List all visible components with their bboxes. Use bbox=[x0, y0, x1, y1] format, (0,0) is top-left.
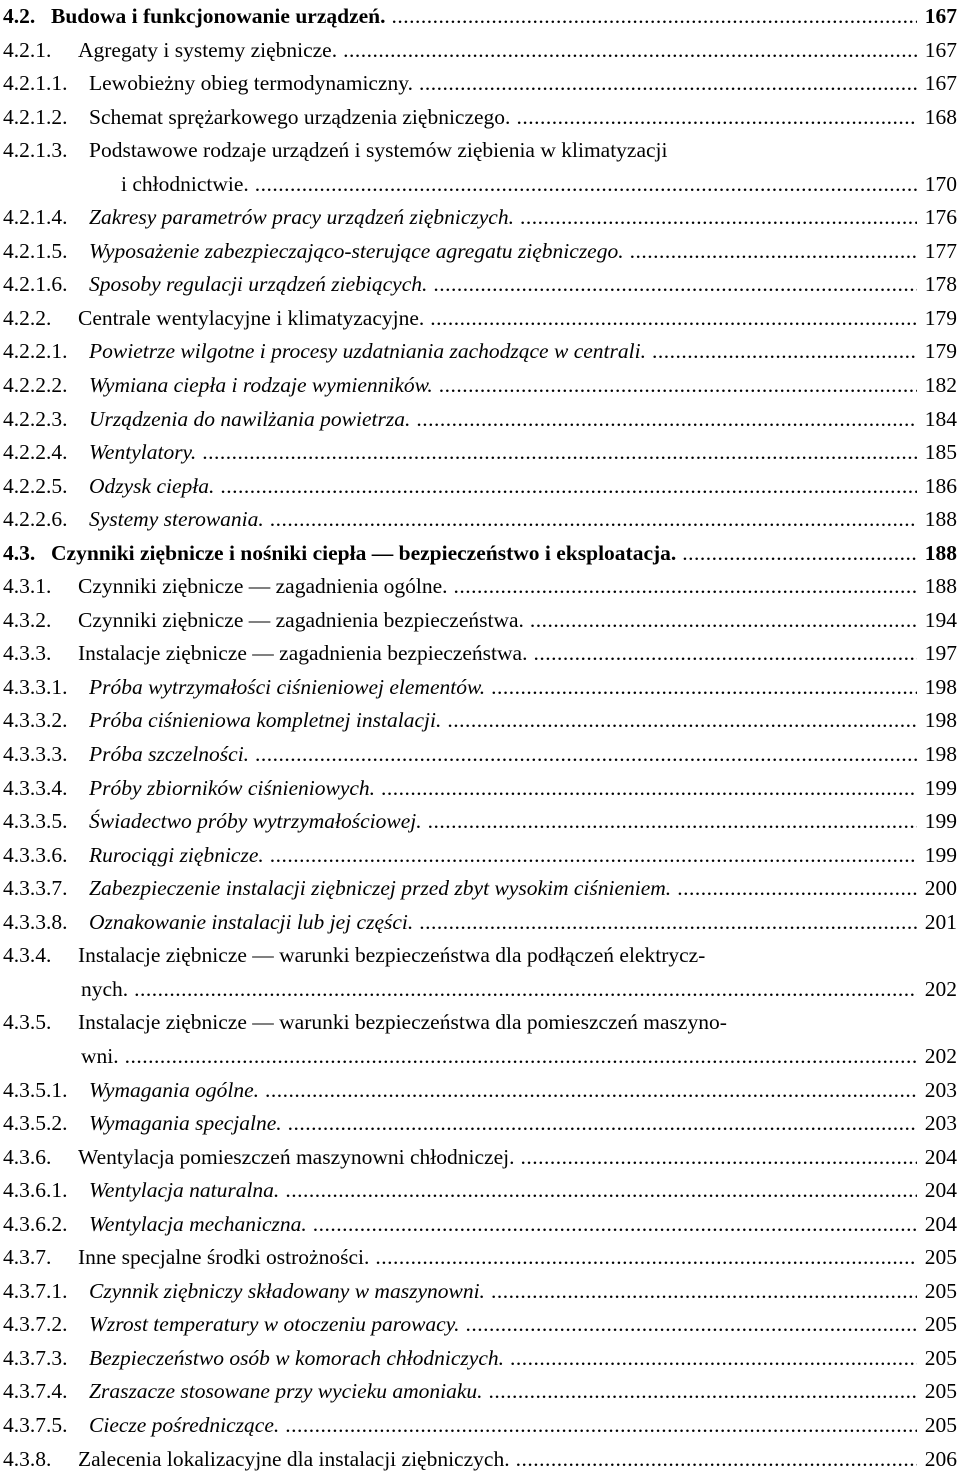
dot-leader bbox=[381, 772, 917, 806]
toc-entry-number: 4.3.3.7. bbox=[3, 876, 68, 901]
toc-entry-number: 4.2.2.2. bbox=[3, 373, 68, 398]
toc-entry-title: Zakresy parametrów pracy urządzeń ziębniczych. bbox=[89, 205, 514, 230]
toc-entry-number: 4.3.3.1. bbox=[3, 674, 68, 699]
toc-entry-page-number: 205 bbox=[924, 1379, 957, 1404]
toc-entry-title: Ciecze pośredniczące. bbox=[89, 1412, 280, 1437]
toc-entry-title: Instalacje ziębnicze — warunki bezpieczeństwa dla pomieszczeń maszyno- bbox=[78, 1010, 727, 1035]
toc-entry[interactable] bbox=[3, 1107, 957, 1141]
toc-entry-title: Powietrze wilgotne i procesy uzdatniania zachodzące w centrali. bbox=[89, 339, 646, 364]
dot-leader bbox=[265, 1074, 917, 1108]
dot-leader bbox=[630, 235, 917, 269]
toc-entry[interactable] bbox=[3, 134, 957, 168]
toc-entry-page-number: 205 bbox=[924, 1345, 957, 1370]
toc-entry[interactable] bbox=[3, 1342, 957, 1376]
toc-entry-title: Inne specjalne środki ostrożności. bbox=[78, 1245, 370, 1270]
toc-entry-number: 4.3.3. bbox=[3, 641, 52, 666]
toc-entry-title: i chłodnictwie. bbox=[121, 171, 249, 196]
toc-entry-number: 4.3. bbox=[3, 540, 36, 565]
toc-entry-title: Odzysk ciepła. bbox=[89, 473, 215, 498]
toc-entry[interactable] bbox=[3, 470, 957, 504]
toc-entry-number: 4.3.7.5. bbox=[3, 1412, 68, 1437]
toc-entry-number: 4.3.8. bbox=[3, 1446, 52, 1471]
toc-entry-title: Czynniki ziębnicze — zagadnienia ogólne. bbox=[78, 574, 448, 599]
toc-entry[interactable] bbox=[3, 704, 957, 738]
dot-leader bbox=[652, 335, 917, 369]
toc-entry-number: 4.3.5.2. bbox=[3, 1111, 68, 1136]
toc-entry-page-number: 167 bbox=[924, 4, 957, 28]
toc-entry-number: 4.2.2. bbox=[3, 305, 52, 330]
dot-leader bbox=[202, 436, 917, 470]
toc-entry-title: Wymagania ogólne. bbox=[89, 1077, 259, 1102]
toc-entry-page-number: 182 bbox=[924, 373, 957, 398]
toc-entry-page-number: 167 bbox=[924, 37, 957, 62]
toc-entry[interactable] bbox=[3, 1040, 957, 1074]
dot-leader bbox=[510, 1342, 917, 1376]
toc-entry-page-number: 205 bbox=[924, 1278, 957, 1303]
toc-entry-page-number: 204 bbox=[924, 1144, 957, 1169]
toc-entry-number: 4.2.2.1. bbox=[3, 339, 68, 364]
toc-entry-page-number: 205 bbox=[924, 1245, 957, 1270]
toc-entry-page-number: 188 bbox=[924, 540, 957, 565]
toc-entry[interactable] bbox=[3, 1006, 957, 1040]
toc-entry-number: 4.3.7.4. bbox=[3, 1379, 68, 1404]
dot-leader bbox=[285, 1174, 917, 1208]
dot-leader bbox=[447, 704, 917, 738]
toc-entry-title: Zalecenia lokalizacyjne dla instalacji ziębniczych. bbox=[78, 1446, 510, 1471]
toc-entry-page-number: 167 bbox=[924, 71, 957, 96]
toc-entry-number: 4.3.6. bbox=[3, 1144, 52, 1169]
toc-entry-number: 4.2.1.5. bbox=[3, 238, 68, 263]
toc-entry-page-number: 188 bbox=[924, 574, 957, 599]
toc-entry[interactable] bbox=[3, 906, 957, 940]
toc-entry[interactable] bbox=[3, 302, 957, 336]
toc-entry-page-number: 202 bbox=[924, 1043, 957, 1068]
dot-leader bbox=[430, 302, 917, 336]
toc-entry-page-number: 194 bbox=[924, 607, 957, 632]
toc-entry-title: Zabezpieczenie instalacji ziębniczej przed zbyt wysokim ciśnieniem. bbox=[89, 876, 672, 901]
toc-entry-number: 4.2.1.2. bbox=[3, 104, 68, 129]
toc-entry[interactable] bbox=[3, 0, 957, 34]
toc-entry-page-number: 203 bbox=[924, 1111, 957, 1136]
toc-entry[interactable] bbox=[3, 168, 957, 202]
toc-entry-number: 4.3.7. bbox=[3, 1245, 52, 1270]
dot-leader bbox=[677, 872, 917, 906]
toc-entry-page-number: 176 bbox=[924, 205, 957, 230]
dot-leader bbox=[419, 906, 917, 940]
toc-entry[interactable] bbox=[3, 34, 957, 68]
toc-entry[interactable] bbox=[3, 1375, 957, 1409]
toc-entry-page-number: 200 bbox=[924, 876, 957, 901]
toc-entry-title: Zraszacze stosowane przy wycieku amoniaku. bbox=[89, 1379, 483, 1404]
toc-entry[interactable] bbox=[3, 1275, 957, 1309]
toc-entry-title: Urządzenia do nawilżania powietrza. bbox=[89, 406, 411, 431]
toc-entry-page-number: 178 bbox=[924, 272, 957, 297]
toc-entry-title: Podstawowe rodzaje urządzeń i systemów ziębienia w klimatyzacji bbox=[89, 138, 668, 163]
dot-leader bbox=[520, 201, 917, 235]
dot-leader bbox=[375, 1241, 917, 1275]
toc-entry-title: wni. bbox=[81, 1043, 119, 1068]
toc-entry[interactable] bbox=[3, 1241, 957, 1275]
dot-leader bbox=[465, 1308, 917, 1342]
toc-entry-title: Sposoby regulacji urządzeń ziebiących. bbox=[89, 272, 428, 297]
dot-leader bbox=[454, 570, 917, 604]
toc-entry-title: Wentylatory. bbox=[89, 440, 197, 465]
toc-entry-title: Instalacje ziębnicze — warunki bezpieczeństwa dla podłączeń elektrycz- bbox=[78, 943, 706, 968]
toc-entry-number: 4.2.2.3. bbox=[3, 406, 68, 431]
toc-entry[interactable] bbox=[3, 738, 957, 772]
toc-entry-title: Rurociągi ziębnicze. bbox=[89, 842, 264, 867]
toc-entry-number: 4.3.3.3. bbox=[3, 742, 68, 767]
dot-leader bbox=[433, 268, 917, 302]
toc-entry[interactable] bbox=[3, 537, 957, 571]
toc-entry-title: Czynniki ziębnicze i nośniki ciepła — bezpieczeństwo i eksploatacja. bbox=[51, 540, 677, 565]
toc-entry-page-number: 179 bbox=[924, 339, 957, 364]
toc-entry-title: Próba ciśnieniowa kompletnej instalacji. bbox=[89, 708, 442, 733]
toc-entry-page-number: 199 bbox=[924, 842, 957, 867]
toc-entry[interactable] bbox=[3, 101, 957, 135]
toc-entry[interactable] bbox=[3, 335, 957, 369]
toc-entry[interactable] bbox=[3, 570, 957, 604]
toc-entry-number: 4.3.7.3. bbox=[3, 1345, 68, 1370]
toc-entry-page-number: 198 bbox=[924, 674, 957, 699]
toc-entry[interactable] bbox=[3, 403, 957, 437]
toc-entry[interactable] bbox=[3, 1409, 957, 1443]
toc-entry-page-number: 203 bbox=[924, 1077, 957, 1102]
toc-entry-page-number: 197 bbox=[924, 641, 957, 666]
toc-entry[interactable] bbox=[3, 671, 957, 705]
toc-entry-title: Wyposażenie zabezpieczająco-sterujące agregatu ziębniczego. bbox=[89, 238, 624, 263]
toc-entry-title: Wentylacja mechaniczna. bbox=[89, 1211, 307, 1236]
toc-entry-number: 4.3.5. bbox=[3, 1010, 52, 1035]
toc-entry-page-number: 198 bbox=[924, 742, 957, 767]
toc-entry-number: 4.2.1.4. bbox=[3, 205, 68, 230]
dot-leader bbox=[682, 537, 917, 571]
toc-entry-page-number: 188 bbox=[924, 507, 957, 532]
toc-entry-title: Wzrost temperatury w otoczeniu parowacy. bbox=[89, 1312, 460, 1337]
dot-leader bbox=[125, 1040, 917, 1074]
toc-entry-number: 4.2.1. bbox=[3, 37, 52, 62]
toc-entry[interactable] bbox=[3, 772, 957, 806]
toc-entry-title: Schemat sprężarkowego urządzenia ziębniczego. bbox=[89, 104, 511, 129]
toc-entry[interactable] bbox=[3, 201, 957, 235]
toc-entry-number: 4.3.3.4. bbox=[3, 775, 68, 800]
toc-entry[interactable] bbox=[3, 872, 957, 906]
dot-leader bbox=[220, 470, 917, 504]
table-of-contents bbox=[3, 0, 957, 1476]
dot-leader bbox=[270, 839, 917, 873]
dot-leader bbox=[428, 805, 917, 839]
toc-entry-title: Lewobieżny obieg termodynamiczny. bbox=[89, 71, 413, 96]
toc-entry-title: Oznakowanie instalacji lub jej części. bbox=[89, 909, 414, 934]
toc-entry-title: Budowa i funkcjonowanie urządzeń. bbox=[51, 4, 386, 28]
toc-entry-number: 4.3.1. bbox=[3, 574, 52, 599]
toc-entry-number: 4.2.1.1. bbox=[3, 71, 68, 96]
toc-entry[interactable] bbox=[3, 1208, 957, 1242]
toc-entry-page-number: 170 bbox=[924, 171, 957, 196]
toc-entry[interactable] bbox=[3, 637, 957, 671]
toc-entry-page-number: 177 bbox=[924, 238, 957, 263]
toc-entry-number: 4.2. bbox=[3, 4, 36, 28]
dot-leader bbox=[288, 1107, 917, 1141]
toc-entry-number: 4.3.2. bbox=[3, 607, 52, 632]
toc-entry-number: 4.3.7.1. bbox=[3, 1278, 68, 1303]
toc-entry-page-number: 168 bbox=[924, 104, 957, 129]
dot-leader bbox=[313, 1208, 917, 1242]
toc-entry-title: Centrale wentylacyjne i klimatyzacyjne. bbox=[78, 305, 425, 330]
toc-entry-title: Próba wytrzymałości ciśnieniowej elementów. bbox=[89, 674, 486, 699]
dot-leader bbox=[255, 168, 917, 202]
dot-leader bbox=[491, 671, 917, 705]
toc-entry-page-number: 198 bbox=[924, 708, 957, 733]
dot-leader bbox=[439, 369, 917, 403]
toc-entry-number: 4.3.5.1. bbox=[3, 1077, 68, 1102]
toc-entry-number: 4.3.6.2. bbox=[3, 1211, 68, 1236]
dot-leader bbox=[255, 738, 917, 772]
toc-entry-number: 4.2.1.3. bbox=[3, 138, 68, 163]
toc-entry-page-number: 205 bbox=[924, 1312, 957, 1337]
toc-entry-title: Wentylacja pomieszczeń maszynowni chłodniczej. bbox=[78, 1144, 515, 1169]
toc-entry-page-number: 185 bbox=[924, 440, 957, 465]
toc-entry[interactable] bbox=[3, 1308, 957, 1342]
dot-leader bbox=[533, 637, 917, 671]
toc-entry-number: 4.2.1.6. bbox=[3, 272, 68, 297]
toc-entry-title: Próba szczelności. bbox=[89, 742, 250, 767]
toc-entry-number: 4.2.2.6. bbox=[3, 507, 68, 532]
toc-entry-page-number: 184 bbox=[924, 406, 957, 431]
toc-entry-title: nych. bbox=[81, 976, 129, 1001]
toc-entry-page-number: 199 bbox=[924, 809, 957, 834]
toc-entry-page-number: 202 bbox=[924, 976, 957, 1001]
dot-leader bbox=[285, 1409, 917, 1443]
toc-entry-page-number: 179 bbox=[924, 305, 957, 330]
toc-entry[interactable] bbox=[3, 235, 957, 269]
toc-entry-number: 4.2.2.4. bbox=[3, 440, 68, 465]
toc-entry-page-number: 201 bbox=[924, 909, 957, 934]
toc-entry-page-number: 199 bbox=[924, 775, 957, 800]
toc-entry-title: Systemy sterowania. bbox=[89, 507, 264, 532]
dot-leader bbox=[489, 1375, 917, 1409]
toc-entry-title: Czynniki ziębnicze — zagadnienia bezpieczeństwa. bbox=[78, 607, 524, 632]
toc-entry-title: Wentylacja naturalna. bbox=[89, 1178, 280, 1203]
dot-leader bbox=[491, 1275, 917, 1309]
toc-entry[interactable] bbox=[3, 973, 957, 1007]
dot-leader bbox=[343, 34, 917, 68]
toc-entry-page-number: 186 bbox=[924, 473, 957, 498]
toc-entry-number: 4.2.2.5. bbox=[3, 473, 68, 498]
toc-entry-page-number: 205 bbox=[924, 1412, 957, 1437]
dot-leader bbox=[530, 604, 917, 638]
toc-entry-page-number: 204 bbox=[924, 1211, 957, 1236]
toc-entry-title: Czynnik ziębniczy składowany w maszynowni. bbox=[89, 1278, 485, 1303]
toc-entry-number: 4.3.3.8. bbox=[3, 909, 68, 934]
toc-entry-title: Wymiana ciepła i rodzaje wymienników. bbox=[89, 373, 433, 398]
toc-entry[interactable] bbox=[3, 1074, 957, 1108]
toc-entry-number: 4.3.3.6. bbox=[3, 842, 68, 867]
toc-entry-number: 4.3.6.1. bbox=[3, 1178, 68, 1203]
toc-entry[interactable] bbox=[3, 1141, 957, 1175]
dot-leader bbox=[392, 0, 918, 34]
dot-leader bbox=[419, 67, 917, 101]
toc-entry[interactable] bbox=[3, 839, 957, 873]
toc-entry[interactable] bbox=[3, 604, 957, 638]
toc-entry-title: Agregaty i systemy ziębnicze. bbox=[78, 37, 338, 62]
toc-entry-page-number: 204 bbox=[924, 1178, 957, 1203]
toc-entry-title: Próby zbiorników ciśnieniowych. bbox=[89, 775, 376, 800]
toc-entry-number: 4.3.7.2. bbox=[3, 1312, 68, 1337]
toc-entry[interactable] bbox=[3, 503, 957, 537]
toc-entry-title: Instalacje ziębnicze — zagadnienia bezpieczeństwa. bbox=[78, 641, 528, 666]
toc-entry[interactable] bbox=[3, 436, 957, 470]
toc-entry-number: 4.3.3.5. bbox=[3, 809, 68, 834]
toc-entry-title: Wymagania specjalne. bbox=[89, 1111, 282, 1136]
toc-entry[interactable] bbox=[3, 268, 957, 302]
toc-entry-title: Świadectwo próby wytrzymałościowej. bbox=[89, 809, 422, 834]
toc-entry[interactable] bbox=[3, 1174, 957, 1208]
dot-leader bbox=[134, 973, 917, 1007]
dot-leader bbox=[416, 403, 917, 437]
dot-leader bbox=[520, 1141, 917, 1175]
toc-entry[interactable] bbox=[3, 369, 957, 403]
dot-leader bbox=[270, 503, 917, 537]
dot-leader bbox=[516, 101, 917, 135]
toc-entry-title: Bezpieczeństwo osób w komorach chłodniczych. bbox=[89, 1345, 504, 1370]
toc-entry[interactable] bbox=[3, 1443, 957, 1476]
toc-entry[interactable] bbox=[3, 805, 957, 839]
dot-leader bbox=[516, 1443, 917, 1476]
toc-entry[interactable] bbox=[3, 67, 957, 101]
toc-entry[interactable] bbox=[3, 939, 957, 973]
toc-entry-page-number: 206 bbox=[924, 1446, 957, 1471]
toc-entry-number: 4.3.3.2. bbox=[3, 708, 68, 733]
toc-entry-number: 4.3.4. bbox=[3, 943, 52, 968]
